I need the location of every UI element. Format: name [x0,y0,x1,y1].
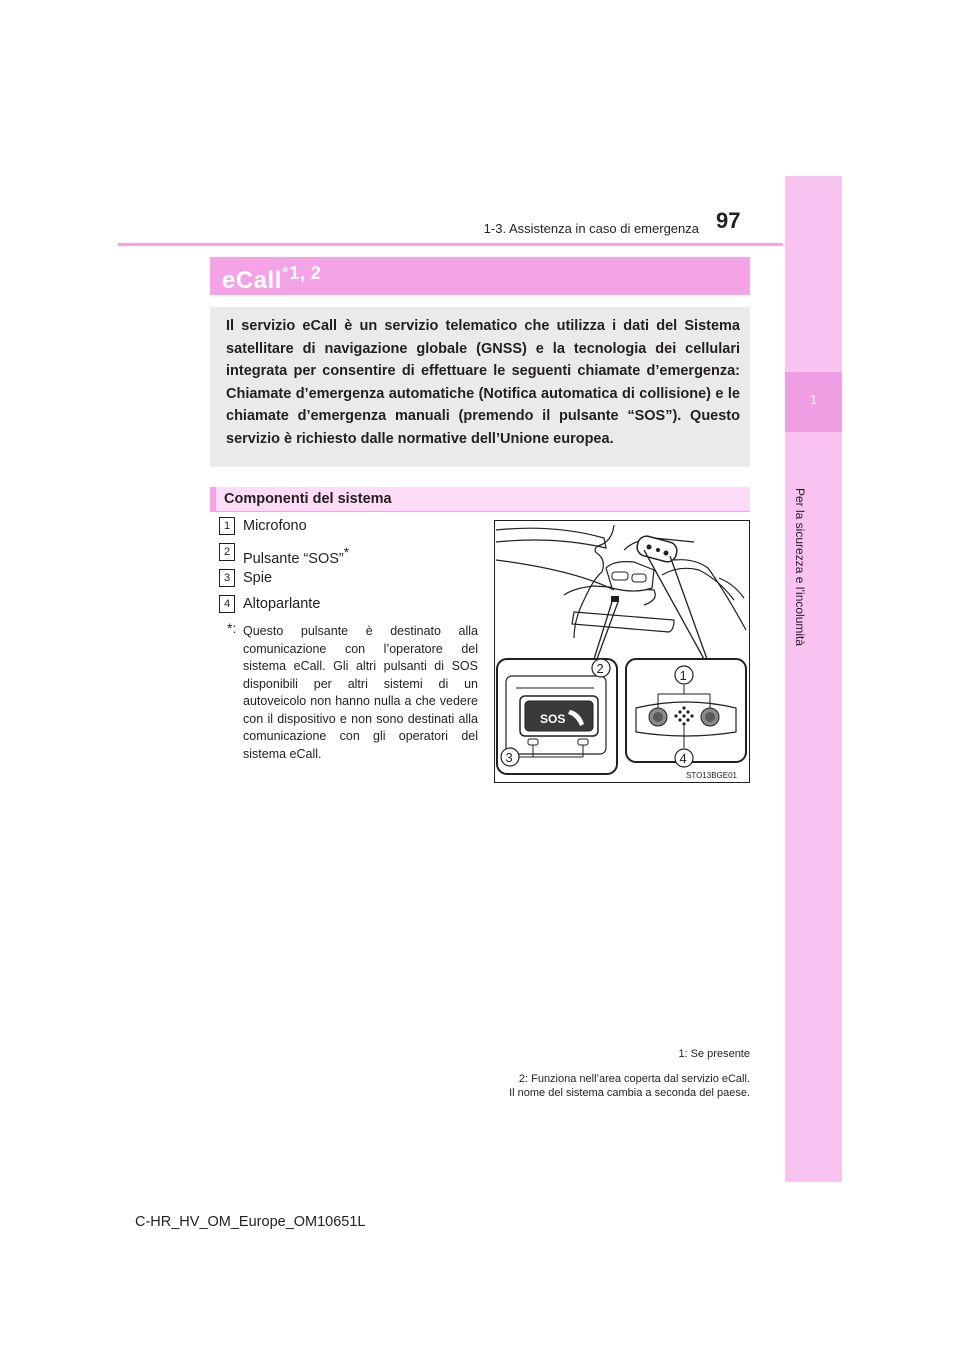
chapter-label-container [793,488,823,648]
diagram-svg [494,520,750,783]
header-rule [118,243,783,246]
page-title [222,263,321,295]
sos-label: SOS [540,712,566,726]
list-item: Altoparlante [243,596,321,612]
callout-1: 1 [679,668,687,683]
chapter-label: Per la sicurezza e l’incolumità [793,488,807,647]
note-marker: *: [227,620,237,636]
system-diagram [494,520,750,783]
list-number: 3 [219,569,235,587]
subsection-rule [210,511,750,512]
note-text: Questo pulsante è destinato alla comunicazione con l’operatore del sistema eCall. Gli altri pulsanti di SOS disponibili per altri sistemi di un autoveicolo non hanno nulla a che vedere con il dispositivo e non sono destinati alla comunicazione con gli operatori del sistema eCall. [243,624,478,761]
intro-text: Il servizio eCall è un servizio telematico che utilizza i dati del Sistema satellitare di navigazione globale (GNSS) e la tecnologia dei cellulari integrata per consentire di effettuare le seguenti chiamate d’emergenza: Chiamate d’emergenza automatiche (Notifica automatica di collisione) e le chiamate d’emergenza manuali (premendo il pulsante “SOS”). Questo servizio è richiesto dalle normative dell’Unione europea. [226,318,740,447]
title-star: * [281,263,290,283]
subsection-marker [210,487,216,512]
list-number: 1 [219,517,235,535]
chapter-number: 1 [809,392,818,407]
title-text: eCall [222,267,282,294]
footnote-3: Il nome del sistema cambia a seconda del paese. [509,1087,750,1099]
page-number: 97 [716,208,741,233]
list-item: Microfono [243,518,307,534]
callout-3: 3 [505,750,513,765]
callout-4: 4 [679,751,687,766]
list-item [243,544,349,567]
section-title: 1-3. Assistenza in caso di emergenza [483,221,699,236]
list-item-star: * [343,544,350,560]
document-footer: C-HR_HV_OM_Europe_OM10651L [135,1214,366,1230]
chapter-side-tab [785,176,842,1182]
list-number: 4 [219,595,235,613]
title-superscript: 1, 2 [289,263,322,283]
footnote-2: 2: Funziona nell’area coperta dal servizio eCall. [518,1073,750,1085]
list-number: 2 [219,543,235,561]
subsection-title: Componenti del sistema [224,491,392,507]
callout-2: 2 [596,661,604,676]
figure-code: STO13BGE01 [686,771,737,780]
footnote-1: 1: Se presente [678,1048,750,1060]
list-item-label: Pulsante “SOS” [243,550,344,567]
list-item: Spie [243,570,273,586]
